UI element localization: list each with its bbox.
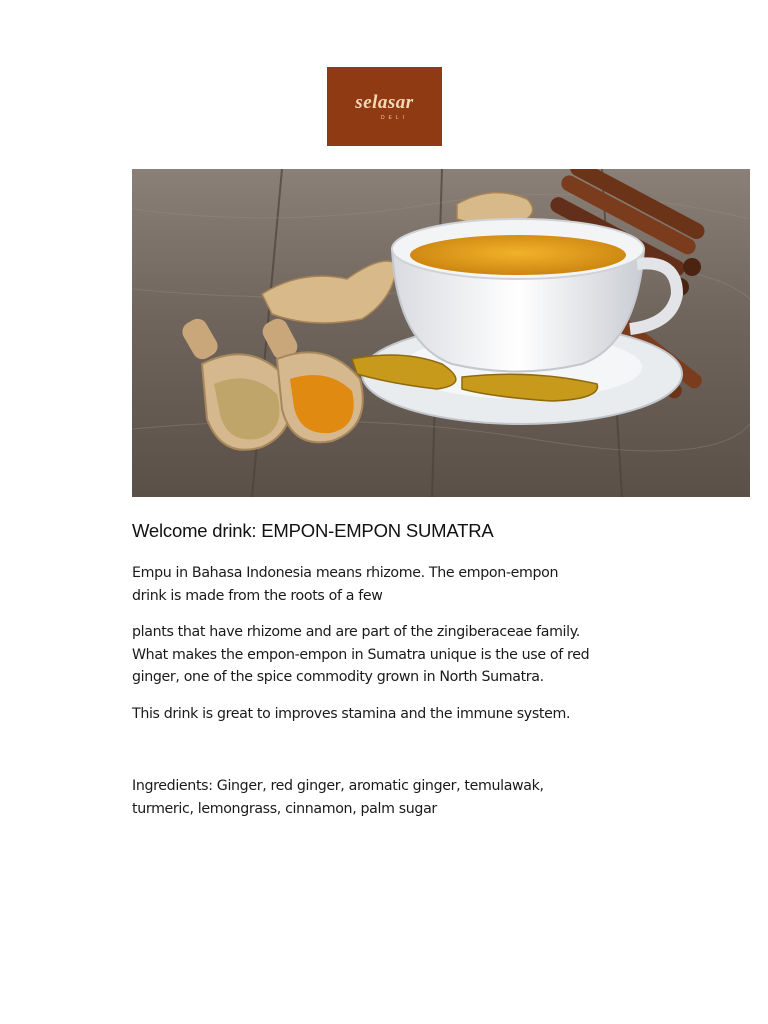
intro-paragraph bbox=[132, 562, 558, 607]
herbal-drink-illustration bbox=[132, 169, 750, 497]
benefit-paragraph bbox=[132, 703, 570, 726]
text-line: drink is made from the roots of a few bbox=[132, 587, 383, 604]
text-line: ginger, one of the spice commodity grown in North Sumatra. bbox=[132, 669, 544, 685]
text-line: This drink is great to improves stamina and the immune system. bbox=[132, 706, 571, 722]
hero-photo bbox=[132, 169, 750, 497]
logo-subtitle: DELI bbox=[380, 114, 409, 121]
brand-logo bbox=[327, 67, 442, 146]
page-title: Welcome drink: EMPON-EMPON SUMATRA bbox=[132, 520, 494, 541]
text-line: Empu in Bahasa Indonesia means rhizome. The empon-empon bbox=[132, 565, 559, 581]
text-line: turmeric, lemongrass, cinnamon, palm sugar bbox=[132, 800, 437, 817]
text-line: What makes the empon-empon in Sumatra unique is the use of red bbox=[132, 646, 590, 663]
text-line: plants that have rhizome and are part of the zingiberaceae family. bbox=[132, 624, 580, 640]
text-line: Ingredients: Ginger, red ginger, aromatic ginger, temulawak, bbox=[132, 778, 544, 794]
description-paragraph bbox=[132, 621, 589, 689]
ingredients-paragraph bbox=[132, 775, 544, 820]
logo-wordmark: selasar bbox=[355, 91, 414, 113]
